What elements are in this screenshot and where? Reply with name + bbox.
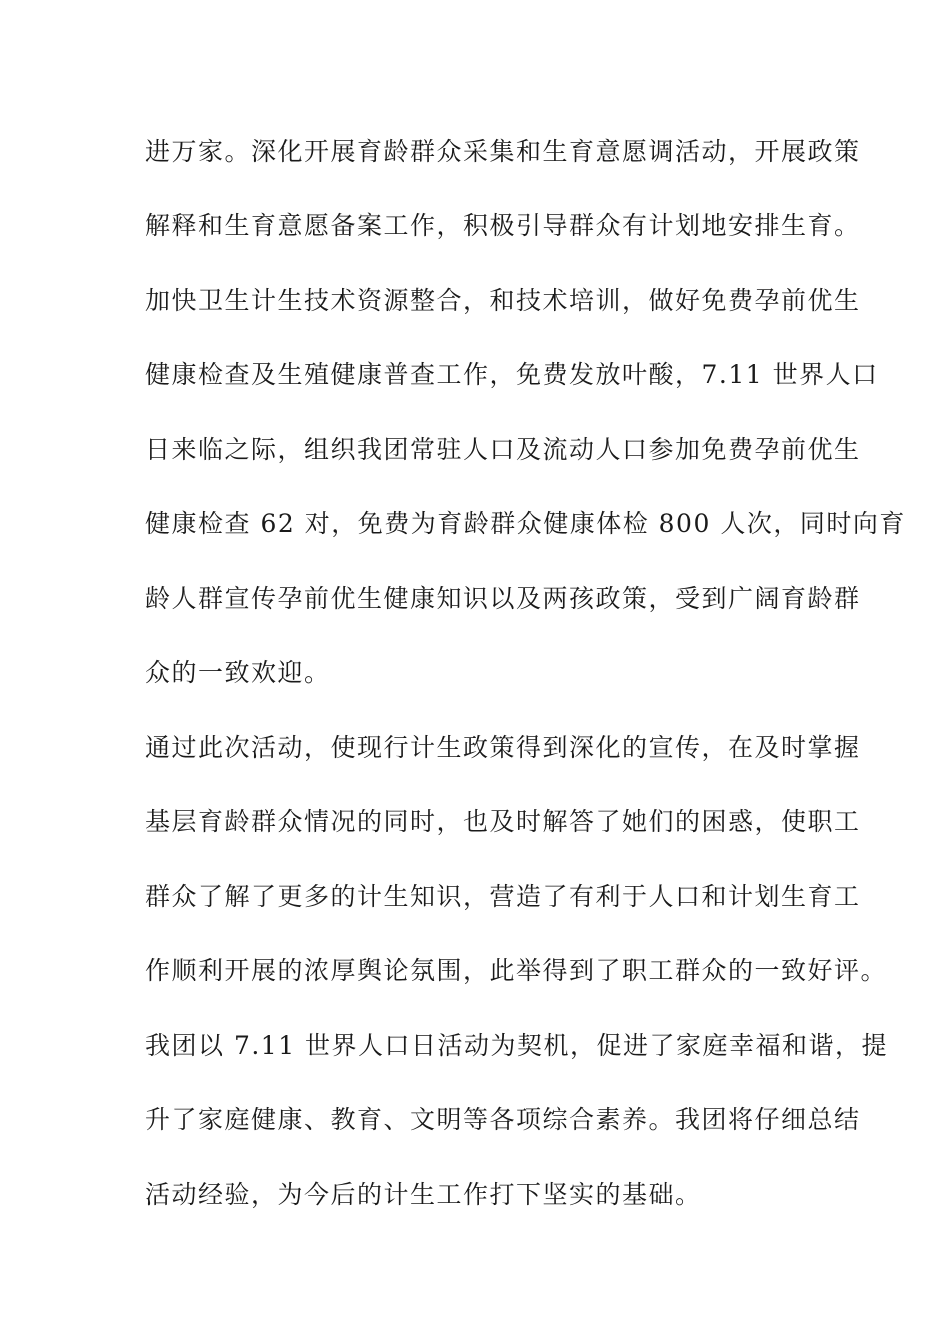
text-line: 作顺利开展的浓厚舆论氛围，此举得到了职工群众的一致好评。 [145, 956, 888, 985]
text-line: 基层育龄群众情况的同时，也及时解答了她们的困惑，使职工 [145, 807, 861, 836]
text-line: 解释和生育意愿备案工作，积极引导群众有计划地安排生育。 [145, 211, 861, 240]
text-line: 加快卫生计生技术资源整合，和技术培训，做好免费孕前优生 [145, 286, 861, 315]
text-line: 我团以 7.11 世界人口日活动为契机，促进了家庭幸福和谐，提 [145, 1031, 889, 1060]
text-line: 日来临之际，组织我团常驻人口及流动人口参加免费孕前优生 [145, 435, 861, 464]
text-line: 健康检查 62 对，免费为育龄群众健康体检 800 人次，同时向育 [145, 509, 906, 538]
text-line: 龄人群宣传孕前优生健康知识以及两孩政策，受到广阔育龄群 [145, 584, 861, 613]
text-line: 众的一致欢迎。 [145, 658, 331, 687]
text-line: 活动经验，为今后的计生工作打下坚实的基础。 [145, 1180, 702, 1209]
text-line: 升了家庭健康、教育、文明等各项综合素养。我团将仔细总结 [145, 1105, 861, 1134]
text-line: 群众了解了更多的计生知识，营造了有利于人口和计划生育工 [145, 882, 861, 911]
text-line: 通过此次活动，使现行计生政策得到深化的宣传，在及时掌握 [145, 733, 861, 762]
text-line: 健康检查及生殖健康普查工作，免费发放叶酸，7.11 世界人口 [145, 360, 879, 389]
text-line: 进万家。深化开展育龄群众采集和生育意愿调活动，开展政策 [145, 137, 861, 166]
